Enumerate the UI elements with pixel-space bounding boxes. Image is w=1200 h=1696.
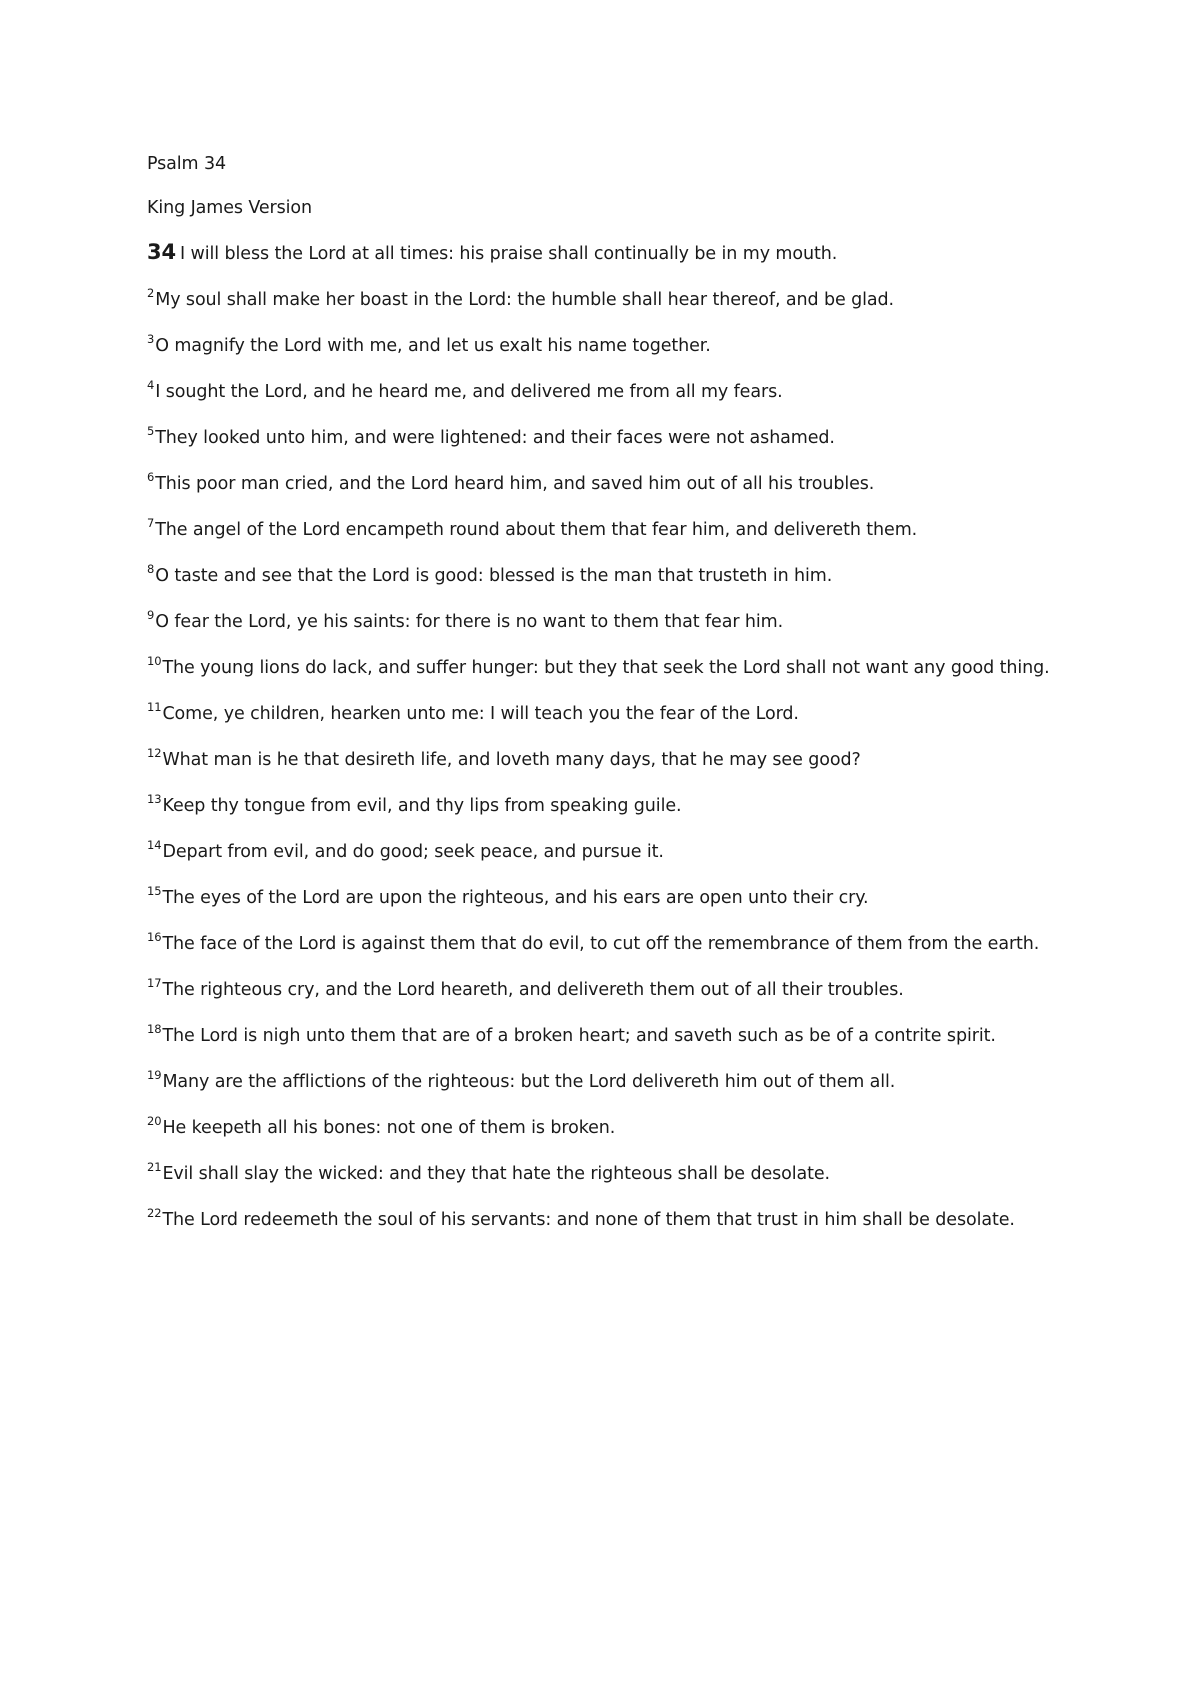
- chapter-number: 34: [147, 240, 177, 264]
- verse-number: 3: [147, 332, 155, 347]
- verse-item: [147, 792, 1067, 820]
- document-version: King James Version: [147, 198, 313, 218]
- verse-list: [147, 286, 1067, 1234]
- verse-number: 13: [147, 792, 162, 807]
- verse-number: 17: [147, 976, 162, 991]
- verse-text: The angel of the Lord encampeth round about them that fear him, and delivereth them.: [155, 520, 918, 540]
- verse-item: [147, 470, 1067, 498]
- verse-item: [147, 1114, 1067, 1142]
- verse-text: Evil shall slay the wicked: and they that hate the righteous shall be desolate.: [162, 1164, 831, 1184]
- verse-item: [147, 700, 1067, 728]
- verse-number: 7: [147, 516, 155, 531]
- verse-item: [147, 654, 1067, 682]
- verse-number: 21: [147, 1160, 162, 1175]
- verse-item: [147, 838, 1067, 866]
- verse-item: [147, 1068, 1067, 1096]
- verse-text: What man is he that desireth life, and loveth many days, that he may see good?: [162, 750, 861, 770]
- verse-number: 16: [147, 930, 162, 945]
- verse-text: O fear the Lord, ye his saints: for there is no want to them that fear him.: [155, 612, 784, 632]
- verse-number: 19: [147, 1068, 162, 1083]
- verse-number: 14: [147, 838, 162, 853]
- verse-number: 12: [147, 746, 162, 761]
- verse-number: 11: [147, 700, 162, 715]
- verse-text: The eyes of the Lord are upon the righteous, and his ears are open unto their cry.: [162, 888, 869, 908]
- verse-text: The Lord is nigh unto them that are of a broken heart; and saveth such as be of a contrite spirit.: [162, 1026, 996, 1046]
- verse-number: 10: [147, 654, 162, 669]
- verse-text: Keep thy tongue from evil, and thy lips from speaking guile.: [162, 796, 682, 816]
- verse-number: 9: [147, 608, 155, 623]
- verse-item: [147, 424, 1067, 452]
- verse-text: I will bless the Lord at all times: his praise shall continually be in my mouth.: [180, 244, 838, 264]
- verse-item: [147, 562, 1067, 590]
- verse-text: They looked unto him, and were lightened: and their faces were not ashamed.: [155, 428, 835, 448]
- verse-item: [147, 516, 1067, 544]
- verse-text: Many are the afflictions of the righteous: but the Lord delivereth him out of them all.: [162, 1072, 896, 1092]
- verse-text: O magnify the Lord with me, and let us exalt his name together.: [155, 336, 711, 356]
- verse-text: The young lions do lack, and suffer hunger: but they that seek the Lord shall not want any good thing.: [162, 658, 1050, 678]
- verse-item: [147, 884, 1067, 912]
- document-body: [147, 150, 1067, 1252]
- verse-1: [147, 238, 1067, 268]
- verse-text: The Lord redeemeth the soul of his servants: and none of them that trust in him shall be desolate.: [162, 1210, 1015, 1230]
- verse-item: [147, 1022, 1067, 1050]
- verse-item: [147, 332, 1067, 360]
- verse-item: [147, 608, 1067, 636]
- verse-text: This poor man cried, and the Lord heard him, and saved him out of all his troubles.: [155, 474, 875, 494]
- verse-item: [147, 976, 1067, 1004]
- verse-text: Depart from evil, and do good; seek peace, and pursue it.: [162, 842, 664, 862]
- verse-text: The righteous cry, and the Lord heareth, and delivereth them out of all their troubles.: [162, 980, 904, 1000]
- verse-number: 22: [147, 1206, 162, 1221]
- verse-text: He keepeth all his bones: not one of them is broken.: [162, 1118, 616, 1138]
- verse-item: [147, 930, 1067, 958]
- verse-item: [147, 378, 1067, 406]
- verse-item: [147, 1206, 1067, 1234]
- verse-text: O taste and see that the Lord is good: blessed is the man that trusteth in him.: [155, 566, 833, 586]
- verse-item: [147, 746, 1067, 774]
- verse-number: 8: [147, 562, 155, 577]
- verse-item: [147, 1160, 1067, 1188]
- verse-text: My soul shall make her boast in the Lord: the humble shall hear thereof, and be glad.: [155, 290, 894, 310]
- document-title: Psalm 34: [147, 154, 227, 174]
- verse-number: 5: [147, 424, 155, 439]
- verse-number: 18: [147, 1022, 162, 1037]
- verse-number: 6: [147, 470, 155, 485]
- verse-number: 15: [147, 884, 162, 899]
- verse-item: [147, 286, 1067, 314]
- verse-number: 2: [147, 286, 155, 301]
- verse-number: 4: [147, 378, 155, 393]
- verse-text: Come, ye children, hearken unto me: I will teach you the fear of the Lord.: [162, 704, 799, 724]
- verse-number: 20: [147, 1114, 162, 1129]
- verse-text: I sought the Lord, and he heard me, and delivered me from all my fears.: [155, 382, 783, 402]
- verse-text: The face of the Lord is against them that do evil, to cut off the remembrance of them from the earth.: [162, 934, 1040, 954]
